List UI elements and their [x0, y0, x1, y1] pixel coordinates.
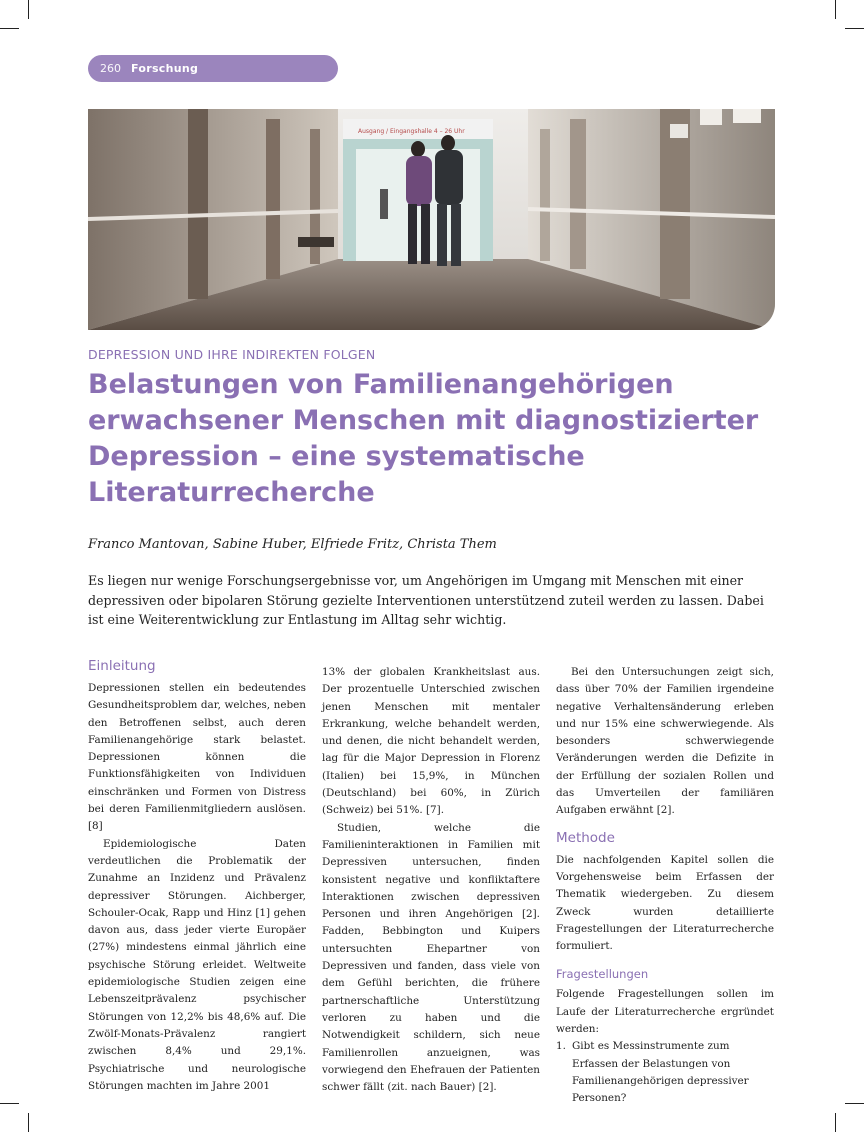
article-kicker: DEPRESSION UND IHRE INDIREKTEN FOLGEN — [88, 347, 376, 362]
article-authors: Franco Mantovan, Sabine Huber, Elfriede Fritz, Christa Them — [88, 537, 497, 552]
page-number: 260 — [100, 62, 121, 75]
text-column-1 — [88, 656, 306, 1095]
text-column-2 — [322, 664, 540, 1096]
crop-mark — [835, 0, 836, 19]
paragraph: Folgende Fragestellungen sollen im Laufe der Literaturrecherche ergründet werden: — [556, 988, 774, 1036]
crop-mark — [845, 28, 864, 29]
paragraph: Studien, welche die Familieninteraktionen in Familien mit Depressiven untersuchen, finden konsistent negative und konfliktaftere Interaktionen zwischen depressiven Personen und ihren Angehörigen [2]. Fadden, Bebbington und Kuipers untersuchten Ehepartner von Depressiven und fanden, dass viele von dem Gefühl berichten, die frühere partnerschaftliche Unterstützung verloren zu haben und die Notwendigkeit schildern, sich neue Familienrollen anzueignen, was vorwiegend den Ehefrauen der Patienten schwer fällt (zit. nach Bauer) [2]. — [322, 821, 540, 1094]
paragraph: Epidemiologische Daten verdeutlichen die Problematik der Zunahme an Inzidenz und Prävalenz depressiver Störungen. Aichberger, Schouler-Ocak, Rapp und Hinz [1] gehen davon aus, dass jeder vierte Europäer (27%) mindestens einmal jährlich eine psychische Störung erleidet. Weltweite epidemiologische Studien zeigen eine Lebenszeitprävalenz psychischer Störungen von 12,2% bis 48,6% auf. Die Zwölf-Monats-Prävalenz rangiert zwischen 8,4% und 29,1%. Psychiatrische und neurologische Störungen machten im Jahre 2001 — [88, 837, 306, 1092]
crop-mark — [28, 0, 29, 19]
paragraph: Bei den Untersuchungen zeigt sich, dass über 70% der Familien irgendeine negative Verhaltensänderung erleben und nur 15% eine schwerwiegende. Als besonders schwerwiegende Veränderungen werden die Defizite in der Erfüllung der sozialen Rollen und das Umverteilen der familiären Aufgaben erwähnt [2]. — [556, 666, 774, 817]
crop-mark — [835, 1113, 836, 1132]
article-lead: Es liegen nur wenige Forschungsergebnisse vor, um Angehörigen im Umgang mit Menschen mit einer depressiven oder bipolaren Störung gezielte Interventionen unterstützend zuteil werden zu lassen. Dabei ist eine Weiterentwicklung zur Entlastung im Alltag sehr wichtig. — [88, 573, 764, 628]
section-label: Forschung — [131, 62, 199, 75]
hospital-corridor-photo — [88, 109, 775, 330]
crop-mark — [845, 1103, 864, 1104]
list-text: Gibt es Messinstrumente zum Erfassen der Belastungen von Familienangehörigen depressiver Personen? — [572, 1040, 749, 1105]
paragraph: Depressionen stellen ein bedeutendes Gesundheitsproblem dar, welches, neben den Betroffenen selbst, auch deren Familienangehörige stark belastet. Depressionen können die Funktionsfähigkeiten von Individuen einschränken und Formen von Distress bei deren Familienmitgliedern auslösen. [8] — [88, 682, 306, 833]
paragraph: Die nachfolgenden Kapitel sollen die Vorgehensweise beim Erfassen der Thematik wiedergeben. Zu diesem Zweck wurden detaillierte Fragestellungen der Literaturrecherche formuliert. — [556, 853, 774, 953]
paragraph: 13% der globalen Krankheitslast aus. Der prozentuelle Unterschied zwischen jenen Menschen mit mentaler Erkrankung, welche behandelt werden, und denen, die nicht behandelt werden, lag für die Major Depression in Florenz (Italien) bei 15,9%, in München (Deutschland) bei 60%, in Zürich (Schweiz) bei 51%. [7]. — [322, 666, 540, 817]
corridor-sign: Ausgang / Eingangshalle 4 – 26 Uhr — [358, 128, 465, 135]
heading-methode: Methode — [556, 829, 615, 846]
list-item — [556, 1038, 774, 1107]
article-title: Belastungen von Familienangehörigen erwachsener Menschen mit diagnostizierter Depression – eine systematische Literaturrecherche — [88, 369, 759, 508]
text-column-3 — [556, 664, 774, 1108]
heading-einleitung: Einleitung — [88, 658, 156, 674]
heading-fragestellungen: Fragestellungen — [556, 967, 649, 982]
running-header — [88, 55, 338, 82]
list-number: 1. — [556, 1040, 566, 1053]
crop-mark — [28, 1113, 29, 1132]
crop-mark — [0, 1103, 19, 1104]
crop-mark — [0, 28, 19, 29]
